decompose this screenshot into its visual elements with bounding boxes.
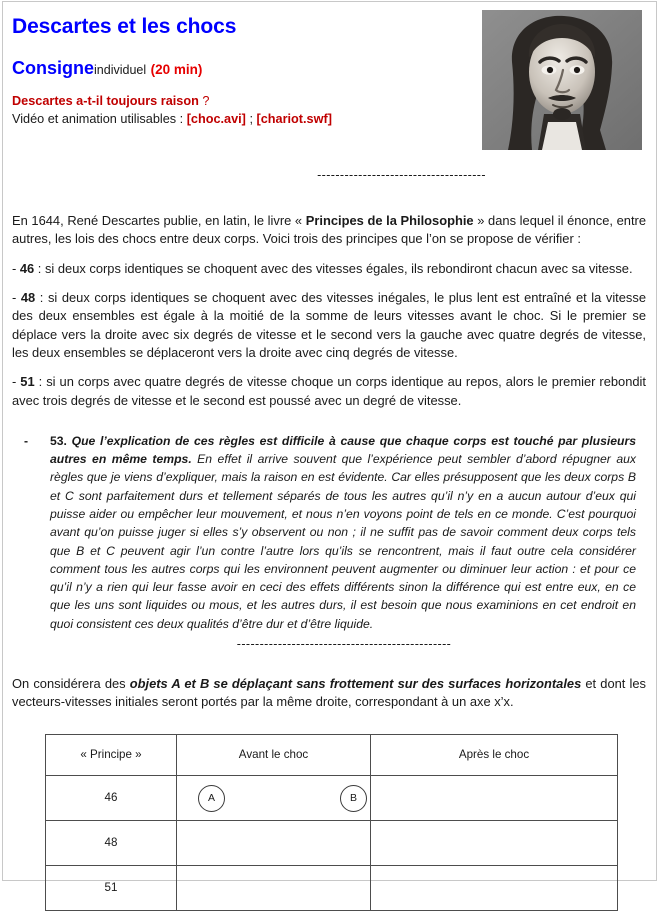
page-title: Descartes et les chocs: [12, 15, 237, 38]
table-cell-avant-51[interactable]: [177, 865, 371, 910]
question-text: Descartes a-t-il toujours raison: [12, 93, 199, 108]
principle-51-text: : si un corps avec quatre degrés de vitesse choque un corps identique au repos, alors le premier rebondit avec trois degrés de vitesse et le second est poussé avec un degré de vitesse.: [12, 374, 646, 408]
table-cell-avant-46[interactable]: [177, 775, 371, 820]
table-row: [46, 820, 618, 865]
rule-53-text: En effet il arrive souvent que l’expérience peut sembler d’abord répugner aux règles que je viens d’expliquer, mais la raison en est évidente. Car elles présupposent que les deux corps B et C sont parfaitement durs et tellement séparés de tous les autres qu’il n’y en a aucun autour d’eux qui puisse aider ou empêcher leur mouvement, et nous n’en voyons point de tels en ce monde. C’est pourquoi avant qu’on puisse juger si elles s’y observent ou non ; il ne suffit pas de savoir comment deux corps tels que B et C peuvent agir l’un contre l’autre lors qu’ils se rencontrent, mais il faut outre cela considérer comment tous les autres corps qui les environnent peuvent augmenter ou diminuer leur action : et pour ce qu’il n’y a rien qui leur fasse avoir en ceci des effets différents sinon la différence qui est entre eux, en ce que les uns sont liquides ou mous, et les autres durs, il est besoin que nous examinions en cet endroit en quoi consistent ces deux qualités d’être dur et d’être liquide.: [50, 452, 636, 631]
intro-book-title: Principes de la Philosophie: [305, 213, 474, 228]
principle-46-number: 46: [19, 260, 35, 276]
consigne-duration: (20 min): [150, 62, 203, 78]
rule-53-body: [50, 432, 646, 633]
rule-53-bullet: -: [24, 433, 29, 448]
table-header-avant: Avant le choc: [177, 734, 371, 775]
table-header-apres: Après le choc: [371, 734, 618, 775]
table-cell-apres-48[interactable]: [371, 820, 618, 865]
principle-46-text: : si deux corps identiques se choquent avec des vitesses égales, ils rebondiront chacun avec sa vitesse.: [34, 260, 633, 276]
table-row: [46, 865, 618, 910]
table-cell-apres-46[interactable]: [371, 775, 618, 820]
media-file-animation[interactable]: [chariot.swf]: [256, 111, 332, 126]
table-cell-principe-48: 48: [46, 820, 177, 865]
object-a-circle: A: [198, 785, 225, 812]
table-cell-apres-51[interactable]: [371, 865, 618, 910]
objets-part2: et dont les vecteurs-vitesses initiales seront portés par la même droite, correspondant à un axe x’x.: [12, 676, 646, 710]
principle-48-prefix: -: [12, 289, 21, 305]
rule-53-number: 53.: [50, 433, 67, 448]
table-row: [46, 775, 618, 820]
consigne-mode: individuel: [94, 63, 147, 78]
intro-part2: » dans lequel il énonce, entre autres, les lois des chocs entre deux corps. Voici trois des principes que l’on se propose de vérifier :: [12, 213, 647, 247]
objets-part1: On considérera des: [12, 676, 130, 692]
paragraph-rule-53: [12, 432, 646, 633]
paragraph-principle-48: [12, 289, 646, 362]
principle-51-prefix: -: [12, 374, 21, 390]
principle-46-prefix: -: [12, 260, 20, 276]
objets-bold: objets A et B se déplaçant sans frottement sur des surfaces horizontales: [129, 676, 582, 692]
consigne-label: Consigne: [12, 58, 95, 79]
media-label: Vidéo et animation utilisables :: [12, 111, 187, 126]
media-separator: ;: [245, 111, 257, 126]
intro-part1: En 1644, René Descartes publie, en latin, le livre «: [12, 213, 306, 228]
media-file-video[interactable]: [choc.avi]: [186, 111, 246, 126]
choc-table: [45, 734, 618, 911]
table-header-row: [46, 734, 618, 775]
portrait-descartes-icon: [482, 10, 642, 150]
body-text: [12, 212, 646, 712]
rule-53-headline: Que l’explication de ces règles est difficile à cause que chaque corps est touché par plusieurs autres en même temps.: [50, 433, 636, 467]
portrait-descartes-image: [482, 10, 642, 150]
principle-48-text: : si deux corps identiques se choquent avec des vitesses inégales, le plus lent est entraîné et la vitesse des deux ensembles est égale à la moitié de la somme de leurs vitesses avant le choc. Si le premier se déplace vers la droite avec six degrés de vitesse et le second vers la gauche avec quatre degrés de vitesse, les deux ensembles se déplaceront vers la droite avec cinq degrés de vitesse.: [12, 289, 646, 360]
paragraph-objets: [12, 675, 646, 712]
paragraph-principle-46: [12, 260, 646, 278]
question-mark: ?: [198, 93, 210, 108]
principle-48-number: 48: [20, 289, 36, 305]
choc-table-wrapper: [12, 734, 646, 911]
separator-dashes-bottom: -----------------------------------------------: [236, 637, 452, 652]
principle-51-number: 51: [20, 374, 35, 390]
header-block: [12, 0, 646, 162]
table-cell-principe-46: 46: [46, 775, 177, 820]
table-header-principe: « Principe »: [46, 734, 177, 775]
paragraph-principle-51: [12, 373, 646, 410]
table-cell-principe-51: 51: [46, 865, 177, 910]
separator-dashes-top: -------------------------------------: [317, 168, 486, 182]
paragraph-intro: [12, 212, 646, 249]
table-cell-avant-48[interactable]: [177, 820, 371, 865]
object-b-circle: B: [340, 785, 367, 812]
